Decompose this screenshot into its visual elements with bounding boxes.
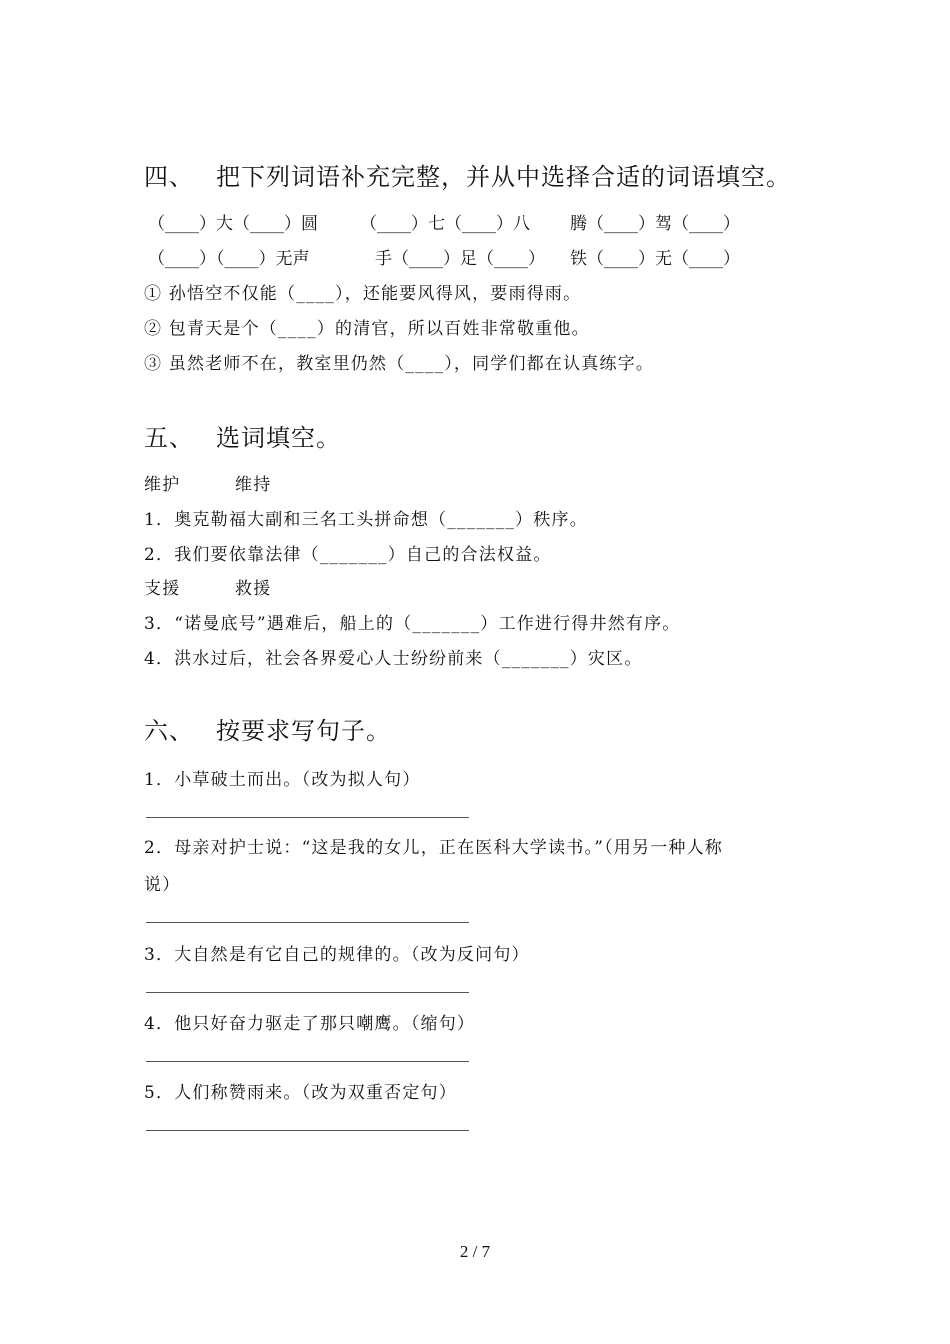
section-5-question-1[interactable]: 1．奥克勒福大副和三名工头拼命想（_______）秩序。	[144, 510, 588, 530]
page-number: 2 / 7	[459, 1242, 491, 1261]
section-5-word-choices-2: 支援 救援	[144, 579, 272, 599]
answer-line-5[interactable]	[146, 1130, 469, 1131]
section-6-question-3: 3．大自然是有它自己的规律的。（改为反问句）	[144, 945, 530, 965]
word-blank-item[interactable]: 铁（____）无（____）	[570, 249, 740, 269]
word-blank-item[interactable]: 手（____）足（____）	[375, 249, 545, 269]
answer-line-4[interactable]	[146, 1061, 469, 1062]
section-5-heading	[144, 418, 341, 453]
word-blank-item[interactable]: （____）（____）无声	[148, 249, 310, 269]
answer-line-3[interactable]	[146, 992, 469, 993]
section-6-heading	[144, 711, 391, 746]
answer-line-2[interactable]	[146, 922, 469, 923]
section-4-heading	[144, 157, 791, 192]
word-blank-item[interactable]: （____）大（____）圆	[148, 214, 318, 234]
section-5-word-choices-1: 维护 维持	[144, 475, 272, 495]
section-6-number: 六、	[144, 717, 194, 745]
word-blank-item[interactable]: （____）七（____）八	[360, 214, 530, 234]
section-4-question-1[interactable]: ① 孙悟空不仅能（____），还能要风得风，要雨得雨。	[144, 284, 582, 304]
section-5-number: 五、	[144, 424, 194, 452]
section-6-question-1: 1．小草破土而出。（改为拟人句）	[144, 770, 421, 790]
section-4-title: 把下列词语补充完整，并从中选择合适的词语填空。	[216, 163, 791, 191]
section-6-title: 按要求写句子。	[216, 717, 391, 745]
section-6-question-2: 2．母亲对护士说：“这是我的女儿，正在医科大学读书。”（用另一种人称	[144, 838, 723, 858]
section-5-question-2[interactable]: 2．我们要依靠法律（_______）自己的合法权益。	[144, 545, 552, 565]
section-5-title: 选词填空。	[216, 424, 341, 452]
section-6-question-4: 4．他只好奋力驱走了那只嘲鹰。（缩句）	[144, 1014, 476, 1034]
section-4-question-2[interactable]: ② 包青天是个（____）的清官，所以百姓非常敬重他。	[144, 319, 590, 339]
section-5-question-4[interactable]: 4．洪水过后，社会各界爱心人士纷纷前来（_______）灾区。	[144, 649, 643, 669]
section-4-number: 四、	[144, 163, 194, 191]
section-6-question-5: 5．人们称赞雨来。（改为双重否定句）	[144, 1083, 457, 1103]
section-5-question-3[interactable]: 3．“诺曼底号”遇难后，船上的（_______）工作进行得井然有序。	[144, 614, 681, 634]
word-blank-item[interactable]: 腾（____）驾（____）	[570, 214, 740, 234]
section-6-question-2-continued: 说）	[144, 875, 181, 895]
section-4-word-row-2	[148, 244, 740, 269]
answer-line-1[interactable]	[146, 817, 469, 818]
section-4-question-3[interactable]: ③ 虽然老师不在，教室里仍然（____），同学们都在认真练字。	[144, 354, 655, 374]
section-4-word-row-1	[148, 209, 740, 234]
